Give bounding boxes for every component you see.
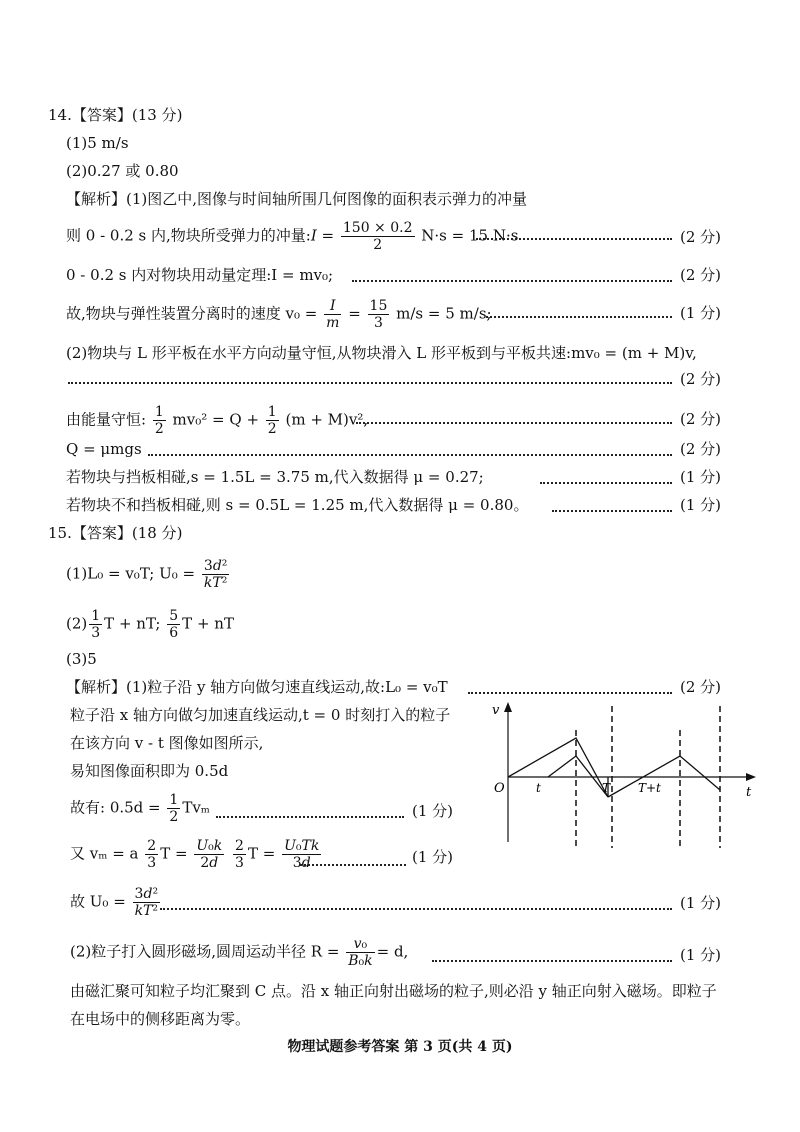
- q14-q-line: Q = μmgs: [66, 440, 142, 458]
- l6-mid: T =: [160, 844, 188, 863]
- q15-line-9: 由磁汇聚可知粒子均汇聚到 C 点。沿 x 轴正向射出磁场的粒子,则必沿 y 轴正向射入磁场。即粒子: [70, 982, 717, 1000]
- l6-mid-2: T =: [247, 844, 276, 863]
- score: (1 分): [412, 848, 454, 866]
- l5-text: 故有: 0.5d =: [70, 798, 161, 817]
- t-axis-arrow-icon: [746, 773, 756, 781]
- frac-2-3: $\frac{2}{3}$: [147, 838, 157, 871]
- dot-leader: [356, 420, 672, 424]
- page-footer: 物理试题参考答案 第 3 页(共 4 页): [287, 1039, 513, 1055]
- impulse-fraction: [341, 220, 415, 253]
- tick-t-label: t: [536, 781, 541, 795]
- dot-leader: [148, 452, 672, 456]
- score: (1 分): [680, 468, 722, 486]
- score: (2 分): [680, 228, 722, 246]
- frac-U0Tk-3d: $\frac{\text{U₀Tk}}{3d}$: [284, 838, 320, 871]
- q14-case2-line: 若物块不和挡板相碰,则 s = 0.5L = 1.25 m,代入数据得 μ = 0.80。: [66, 496, 529, 514]
- ans1-text: (1)L₀ = v₀T; U₀ =: [66, 564, 196, 583]
- frac-5-6: $\frac{5}{6}$: [169, 608, 179, 641]
- q14-case1-line: 若物块与挡板相碰,s = 1.5L = 3.75 m,代入数据得 μ = 0.27;: [66, 468, 484, 486]
- q14-momentum-line: 0 - 0.2 s 内对物块用动量定理:I = mv₀;: [66, 266, 334, 284]
- axis-v-label: v: [492, 703, 500, 718]
- frac-15-3: $\frac{15}{3}$: [369, 298, 388, 331]
- v-axis-arrow-icon: [504, 702, 512, 712]
- q14-part2-line: (2)物块与 L 形平板在水平方向动量守恒,从物块滑入 L 形平板到与平板共速:mv₀ = (m + M)v,: [66, 344, 697, 362]
- dot-leader: [468, 690, 672, 694]
- frac-half: $\frac{1}{2}$: [169, 792, 179, 825]
- q14-impulse-line: 则 0 - 0.2 s 内,物块所受弹力的冲量:I = $\frac{150 \times 0.2}{2}$ N·s = 15 N·s: [66, 220, 519, 253]
- q15-answer-2: (2) $\frac{1}{3}$ T + nT; $\frac{5}{6}$ T + nT: [66, 608, 234, 641]
- frac-2-3: $\frac{2}{3}$: [235, 838, 244, 871]
- q15-line-2: 粒子沿 x 轴方向做匀加速直线运动,t = 0 时刻打入的粒子: [70, 706, 451, 724]
- v0-text: 故,物块与弹性装置分离时的速度 v₀ =: [66, 304, 318, 323]
- ans2-a: T + nT;: [104, 614, 161, 633]
- frac-I-m: $\frac{I}{m}$: [326, 298, 340, 331]
- dot-leader: [476, 236, 672, 240]
- q15-title: 15.【答案】(18 分): [48, 524, 183, 542]
- q15-line-6: [70, 838, 323, 871]
- l8-post: = d,: [376, 942, 409, 961]
- score: (1 分): [680, 304, 722, 322]
- outer-v-line: [508, 738, 608, 797]
- l8-text: (2)粒子打入圆形磁场,圆周运动半径 R =: [70, 942, 340, 961]
- q14-analysis-heading: 【解析】(1)图乙中,图像与时间轴所围几何图像的面积表示弹力的冲量: [66, 190, 528, 208]
- score: (2 分): [680, 266, 722, 284]
- score: (2 分): [680, 370, 722, 388]
- axis-t-label: t: [746, 785, 752, 800]
- score: (2 分): [680, 440, 722, 458]
- q15-analysis-heading: 【解析】(1)粒子沿 y 轴方向做匀速直线运动,故:L₀ = v₀T: [66, 678, 448, 696]
- q14-answer-2: (2)0.27 或 0.80: [66, 162, 179, 180]
- q15-answer-3: (3)5: [66, 650, 97, 668]
- energy-text: 由能量守恒:: [66, 410, 147, 429]
- v0-result: m/s = 5 m/s;: [396, 304, 492, 323]
- impulse-text: 则 0 - 0.2 s 内,物块所受弹力的冲量:: [66, 226, 311, 245]
- frac-den: 2: [373, 237, 383, 253]
- frac-half: $\frac{1}{2}$: [154, 404, 164, 437]
- q14-answer-1: (1)5 m/s: [66, 134, 129, 152]
- score: (1 分): [680, 894, 722, 912]
- dot-leader: [432, 958, 672, 962]
- score: (1 分): [680, 946, 722, 964]
- frac-U0: $\frac{\text{3d²}}{\text{kT²}}$: [203, 558, 228, 591]
- origin-label: O: [494, 781, 505, 796]
- energy-post: (m + M)v²,: [285, 410, 369, 429]
- frac-U0k-2d: $\frac{\text{U₀k}}{2d}$: [196, 838, 223, 871]
- v-t-graph: [488, 700, 758, 848]
- dot-leader: [552, 508, 672, 512]
- dot-leader: [352, 278, 672, 282]
- dot-leader: [216, 814, 404, 818]
- dot-leader: [540, 480, 672, 484]
- impulse-result: N·s = 15 N·s: [421, 226, 519, 245]
- q15-line-10: 在电场中的侧移距离为零。: [70, 1010, 251, 1028]
- dot-leader: [160, 906, 672, 910]
- frac-v0-B0k: $\frac{\text{v₀}}{\text{B₀k}}$: [348, 936, 373, 969]
- score: (2 分): [680, 678, 722, 696]
- tick-T-label: T: [602, 781, 611, 795]
- energy-mid: mv₀² = Q +: [172, 410, 260, 429]
- l6-text: 又 vₘ = a: [70, 844, 139, 863]
- dot-leader: [68, 380, 672, 384]
- q15-line-8: [70, 936, 408, 969]
- q15-line-7: [70, 886, 162, 919]
- score: (1 分): [412, 802, 454, 820]
- score: (1 分): [680, 496, 722, 514]
- q14-title: 14.【答案】(13 分): [48, 106, 183, 124]
- q14-energy-line: [66, 404, 368, 437]
- frac-U0: $\frac{\text{3d²}}{\text{kT²}}$: [134, 886, 159, 919]
- frac-1-3: $\frac{1}{3}$: [91, 608, 101, 641]
- q14-v0-line: 故,物块与弹性装置分离时的速度 v₀ = $\frac{I}{m}$ = $\frac{15}{3}$ m/s = 5 m/s;: [66, 298, 492, 331]
- frac-num: 150 × 0.2: [342, 220, 413, 236]
- tick-T-plus-t-label: T+t: [638, 781, 661, 795]
- ans2-b: T + nT: [182, 614, 234, 633]
- q15-line-3: 在该方向 v - t 图像如图所示,: [70, 734, 264, 752]
- frac-half: $\frac{1}{2}$: [267, 404, 277, 437]
- score: (2 分): [680, 410, 722, 428]
- q15-line-5: [70, 792, 210, 825]
- q15-answer-1: [66, 558, 231, 591]
- dot-leader: [300, 862, 406, 866]
- l5-post: Tvₘ: [182, 798, 211, 817]
- q15-line-4: 易知图像面积即为 0.5d: [70, 762, 229, 780]
- l7-text: 故 U₀ =: [70, 892, 126, 911]
- dot-leader: [486, 314, 672, 318]
